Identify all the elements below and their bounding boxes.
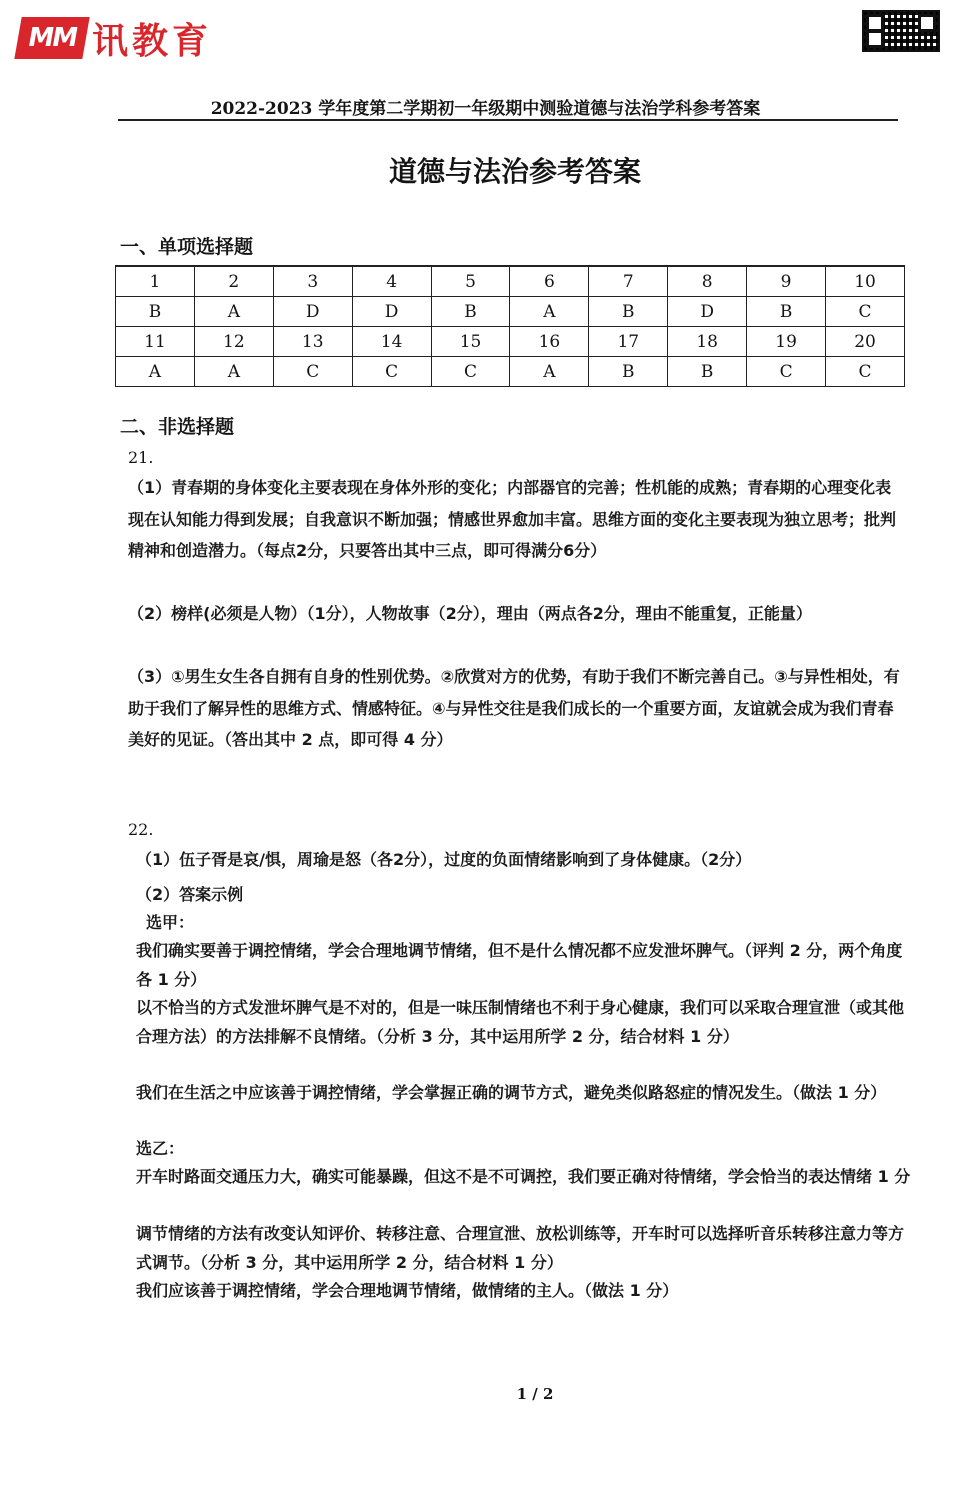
question-number-cell: 13 <box>273 327 352 357</box>
question-number-cell: 9 <box>747 266 826 297</box>
question-number-cell: 16 <box>510 327 589 357</box>
answer-cell: D <box>352 297 431 327</box>
question-number-cell: 17 <box>589 327 668 357</box>
answer-cell: A <box>116 357 195 387</box>
section1-title: 一、单项选择题 <box>120 236 254 258</box>
q22-jia-3: 我们在生活之中应该善于调控情绪，学会掌握正确的调节方式，避免类似路怒症的情况发生。（做法 1 分） <box>136 1083 887 1102</box>
q22-part1: （1）伍子胥是哀/惧，周瑜是怒（各2分），过度的负面情绪影响到了身体健康。（2分） <box>136 850 752 869</box>
answer-cell: A <box>194 297 273 327</box>
q21-number: 21. <box>128 448 154 467</box>
answer-cell: B <box>747 297 826 327</box>
question-number-cell: 15 <box>431 327 510 357</box>
answer-cell: B <box>116 297 195 327</box>
question-number-cell: 11 <box>116 327 195 357</box>
q22-jia-label: 选甲： <box>146 913 195 932</box>
answer-cell: D <box>273 297 352 327</box>
qr-code-icon <box>862 10 940 52</box>
brand-logo <box>18 14 212 62</box>
q21-part2: （2）榜样(必须是人物）（1分），人物故事（2分），理由（两点各2分，理由不能重复，正能量） <box>128 604 812 623</box>
question-number-cell: 20 <box>826 327 905 357</box>
answer-table <box>115 265 905 387</box>
question-number-cell: 4 <box>352 266 431 297</box>
answer-cell: B <box>589 297 668 327</box>
answer-cell: C <box>273 357 352 387</box>
answer-cell: A <box>510 297 589 327</box>
page-number: 1 / 2 <box>516 1385 554 1403</box>
question-number-cell: 7 <box>589 266 668 297</box>
answer-row <box>116 297 905 327</box>
header-rule <box>118 119 898 121</box>
answer-cell: C <box>747 357 826 387</box>
q21-part3: （3）①男生女生各自拥有自身的性别优势。②欣赏对方的优势，有助于我们不断完善自己。③与异性相处，有助于我们了解异性的思维方式、情感特征。④与异性交往是我们成长的一个重要方面，友谊就会成为我们青春美好的见证。（答出其中 2 点，即可得 4 分） <box>128 667 900 749</box>
question-number-cell: 19 <box>747 327 826 357</box>
question-number-cell: 10 <box>826 266 905 297</box>
question-number-cell: 6 <box>510 266 589 297</box>
q22-yi-3: 我们应该善于调控情绪，学会合理地调节情绪，做情绪的主人。（做法 1 分） <box>136 1281 679 1300</box>
q22-number: 22. <box>128 820 154 839</box>
q22-jia-2: 以不恰当的方式发泄坏脾气是不对的，但是一味压制情绪也不利于身心健康，我们可以采取合理宣泄（或其他合理方法）的方法排解不良情绪。（分析 3 分，其中运用所学 2 分，结合材料 1 分） <box>136 998 905 1046</box>
question-number-row <box>116 266 905 297</box>
answer-row <box>116 357 905 387</box>
answer-cell: A <box>510 357 589 387</box>
answer-cell: B <box>668 357 747 387</box>
question-number-cell: 18 <box>668 327 747 357</box>
answer-cell: C <box>431 357 510 387</box>
logo-mark: MM <box>14 17 89 59</box>
question-number-cell: 14 <box>352 327 431 357</box>
answer-cell: A <box>194 357 273 387</box>
question-number-cell: 5 <box>431 266 510 297</box>
logo-text: 讯教育 <box>92 19 213 62</box>
answer-cell: C <box>826 357 905 387</box>
question-number-cell: 3 <box>273 266 352 297</box>
answer-cell: C <box>352 357 431 387</box>
question-number-cell: 1 <box>116 266 195 297</box>
section2-title: 二、非选择题 <box>120 416 235 438</box>
answer-cell: B <box>589 357 668 387</box>
answer-cell: D <box>668 297 747 327</box>
page-title: 道德与法治参考答案 <box>388 155 641 188</box>
question-number-cell: 2 <box>194 266 273 297</box>
question-number-cell: 8 <box>668 266 747 297</box>
q22-jia-1: 我们确实要善于调控情绪，学会合理地调节情绪，但不是什么情况都不应发泄坏脾气。（评判 2 分，两个角度各 1 分） <box>136 941 903 989</box>
q22-yi-1: 开车时路面交通压力大，确实可能暴躁，但这不是不可调控，我们要正确对待情绪，学会恰当的表达情绪 1 分 <box>136 1167 911 1186</box>
answer-cell: C <box>826 297 905 327</box>
q21-part1: （1）青春期的身体变化主要表现在身体外形的变化；内部器官的完善；性机能的成熟；青春期的心理变化表现在认知能力得到发展；自我意识不断加强；情感世界愈加丰富。思维方面的变化主要表现为独立思考；批判精神和创造潜力。（每点2分，只要答出其中三点，即可得满分6分） <box>128 478 897 560</box>
question-number-cell: 12 <box>194 327 273 357</box>
q22-part2: （2）答案示例 <box>136 885 244 904</box>
q22-yi-2: 调节情绪的方法有改变认知评价、转移注意、合理宣泄、放松训练等，开车时可以选择听音乐转移注意力等方式调节。（分析 3 分，其中运用所学 2 分，结合材料 1 分） <box>136 1224 905 1272</box>
question-number-row <box>116 327 905 357</box>
answer-cell: B <box>431 297 510 327</box>
q22-yi-label: 选乙： <box>136 1139 185 1158</box>
exam-header: 2022-2023 学年度第二学期初一年级期中测验道德与法治学科参考答案 <box>210 99 761 119</box>
